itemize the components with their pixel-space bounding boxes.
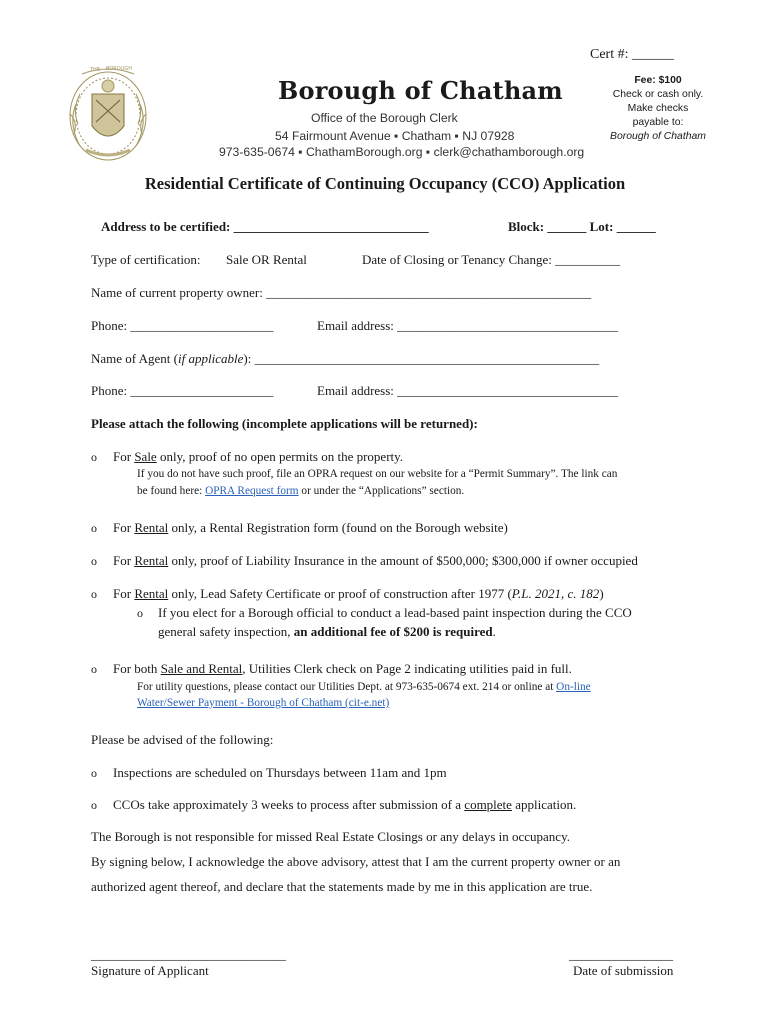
cert-number-label: Cert #: ______	[590, 47, 674, 62]
attestation-text-2: authorized agent thereof, and declare that the statements made by me in this application are true.	[91, 879, 593, 894]
closing-date-field[interactable]: Date of Closing or Tenancy Change: __________	[362, 252, 621, 267]
bullet: o	[91, 766, 97, 780]
bullet: o	[91, 798, 97, 812]
attach-item-rental-registration: For Rental only, a Rental Registration form (found on the Borough website)	[113, 520, 508, 535]
office-address: 54 Fairmount Avenue ▪ Chatham ▪ NJ 07928	[275, 129, 515, 143]
agent-name-field[interactable]	[91, 351, 599, 367]
fee-amount: Fee: $100	[634, 75, 682, 86]
date-line[interactable]: ________________	[569, 947, 673, 962]
bullet: o	[91, 554, 97, 568]
sub-bullet: o	[137, 606, 143, 620]
certification-type-value[interactable]: Sale OR Rental	[226, 252, 307, 267]
signature-label: Signature of Applicant	[91, 963, 209, 978]
advise-inspections: Inspections are scheduled on Thursdays between 11am and 1pm	[113, 765, 447, 780]
owner-phone-field[interactable]: Phone: ______________________	[91, 318, 274, 333]
utilities-note: For utility questions, please contact our Utilities Dept. at 973-635-0674 ext. 214 or online at On-line	[137, 681, 591, 693]
svg-text:THE: THE	[90, 67, 100, 73]
bullet: o	[91, 587, 97, 601]
bullet: o	[91, 662, 97, 676]
fee-line-1: Check or cash only.	[612, 89, 704, 100]
owner-name-field[interactable]: Name of current property owner: __________________________________________________	[91, 285, 592, 300]
opra-note-2: be found here: OPRA Request form or under the “Applications” section.	[137, 485, 465, 497]
agent-email-field[interactable]: Email address: __________________________________	[317, 383, 619, 398]
attach-item-lead-safety: For Rental only, Lead Safety Certificate or proof of construction after 1977 (P.L. 2021, c. 182)	[113, 586, 604, 601]
page-title: Borough of Chatham	[278, 76, 563, 105]
address-field[interactable]: Address to be certified: ______________________________	[101, 219, 429, 234]
fee-box	[608, 75, 708, 142]
utilities-note-2	[137, 697, 389, 709]
fee-line-3: payable to:	[632, 117, 684, 128]
bullet: o	[91, 521, 97, 535]
attach-item-liability-insurance: For Rental only, proof of Liability Insurance in the amount of $500,000; $300,000 if owner occupied	[113, 553, 638, 568]
lead-inspection-fee-note: general safety inspection, an additional fee of $200 is required.	[158, 624, 496, 639]
office-name: Office of the Borough Clerk	[311, 111, 458, 125]
attach-heading: Please attach the following (incomplete applications will be returned):	[91, 416, 478, 431]
svg-text:BOROUGH: BOROUGH	[106, 66, 132, 72]
online-payment-link[interactable]: On-line	[556, 681, 591, 693]
borough-seal-logo	[62, 64, 154, 168]
advise-heading: Please be advised of the following:	[91, 732, 274, 747]
attestation-text-1: By signing below, I acknowledge the above advisory, attest that I am the current property owner or an	[91, 854, 621, 869]
lead-inspection-note: If you elect for a Borough official to conduct a lead-based paint inspection during the CCO	[158, 605, 632, 620]
opra-request-link[interactable]: OPRA Request form	[205, 485, 299, 497]
attach-item-sale: For Sale only, proof of no open permits on the property.	[113, 449, 404, 464]
form-heading: Residential Certificate of Continuing Occupancy (CCO) Application	[144, 174, 626, 193]
agent-label-italic: if applicable	[178, 351, 244, 366]
certification-type-label: Type of certification:	[91, 252, 201, 267]
attach-item-utilities: For both Sale and Rental, Utilities Clerk check on Page 2 indicating utilities paid in full.	[113, 661, 572, 676]
opra-note: If you do not have such proof, file an OPRA request on our website for a “Permit Summary”. The link can	[137, 468, 618, 480]
office-contact: 973-635-0674 ▪ ChathamBorough.org ▪ clerk@chathamborough.org	[219, 145, 585, 159]
fee-payee: Borough of Chatham	[610, 131, 706, 142]
agent-label-suffix: ): _____________________________________________________	[243, 351, 600, 366]
fee-line-2: Make checks	[627, 103, 689, 114]
date-label: Date of submission	[573, 963, 674, 978]
agent-phone-field[interactable]: Phone: ______________________	[91, 383, 274, 398]
signature-line[interactable]: ______________________________	[91, 947, 286, 962]
block-lot-field[interactable]: Block: ______ Lot: ______	[508, 219, 656, 234]
water-sewer-payment-link[interactable]: Water/Sewer Payment - Borough of Chatham (cit-e.net)	[137, 697, 390, 709]
disclaimer-text: The Borough is not responsible for missed Real Estate Closings or any delays in occupancy.	[91, 829, 570, 844]
agent-label-prefix: Name of Agent (	[91, 351, 179, 366]
advise-processing-time: CCOs take approximately 3 weeks to process after submission of a complete application.	[113, 797, 577, 812]
owner-email-field[interactable]: Email address: __________________________________	[317, 318, 619, 333]
bullet: o	[91, 450, 97, 464]
